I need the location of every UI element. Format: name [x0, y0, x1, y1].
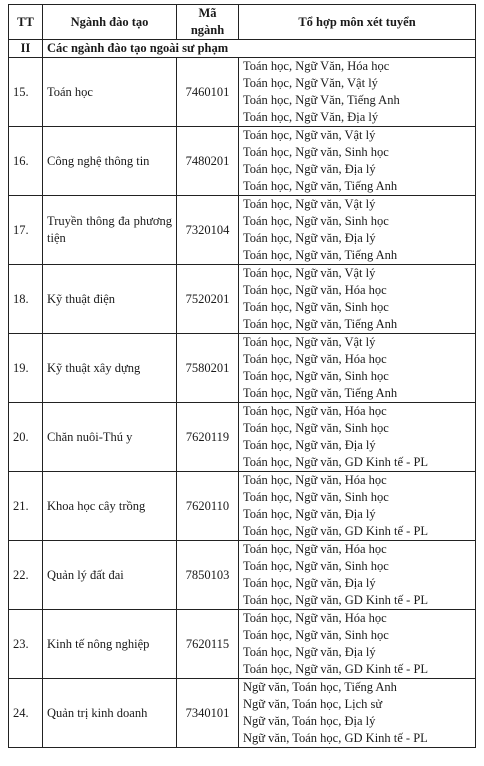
major-name: Kỹ thuật điện: [43, 265, 177, 334]
major-name: Truyền thông đa phương tiện: [43, 196, 177, 265]
subject-combination: Toán học, Ngữ văn, Tiếng Anh: [243, 248, 398, 262]
subject-combinations: [239, 196, 476, 265]
row-number: 18.: [9, 265, 43, 334]
subject-combinations: [239, 127, 476, 196]
table-row: [9, 541, 476, 610]
subject-combination: Toán học, Ngữ Văn, Địa lý: [243, 110, 379, 124]
header-code: [177, 5, 239, 40]
major-name: Kinh tế nông nghiệp: [43, 610, 177, 679]
row-number: 19.: [9, 334, 43, 403]
subject-combination: Toán học, Ngữ văn, Sinh học: [243, 490, 389, 504]
subject-combination: Toán học, Ngữ văn, Vật lý: [243, 128, 376, 142]
subject-combination: Toán học, Ngữ Văn, Vật lý: [243, 76, 378, 90]
row-number: 23.: [9, 610, 43, 679]
subject-combinations: [239, 58, 476, 127]
subject-combination: Toán học, Ngữ văn, Địa lý: [243, 162, 376, 176]
header-code-line1: Mã: [198, 6, 217, 20]
subject-combination: Toán học, Ngữ Văn, Hóa học: [243, 59, 390, 73]
subject-combinations: [239, 610, 476, 679]
table-row: [9, 127, 476, 196]
subject-combination: Toán học, Ngữ văn, GD Kinh tế - PL: [243, 593, 429, 607]
subject-combination: Toán học, Ngữ văn, Tiếng Anh: [243, 317, 398, 331]
subject-combination: Ngữ văn, Toán học, GD Kinh tế - PL: [243, 731, 428, 745]
subject-combination: Toán học, Ngữ văn, Địa lý: [243, 231, 376, 245]
subject-combination: Toán học, Ngữ văn, GD Kinh tế - PL: [243, 662, 429, 676]
subject-combination: Toán học, Ngữ văn, Hóa học: [243, 352, 387, 366]
major-code: 7460101: [177, 58, 239, 127]
subject-combination: Toán học, Ngữ văn, GD Kinh tế - PL: [243, 455, 429, 469]
header-code-line2: ngành: [190, 23, 225, 37]
major-name: Chăn nuôi-Thú y: [43, 403, 177, 472]
row-number: 17.: [9, 196, 43, 265]
subject-combination: Toán học, Ngữ văn, Sinh học: [243, 300, 389, 314]
section-row: [9, 40, 476, 58]
major-name: Quản trị kinh doanh: [43, 679, 177, 748]
subject-combination: Toán học, Ngữ văn, Hóa học: [243, 473, 387, 487]
row-number: 15.: [9, 58, 43, 127]
admission-table: [8, 4, 476, 748]
subject-combination: Toán học, Ngữ văn, Hóa học: [243, 542, 387, 556]
table-row: [9, 196, 476, 265]
table-header: [9, 5, 476, 40]
major-name: Khoa học cây trồng: [43, 472, 177, 541]
header-tt: TT: [9, 5, 43, 40]
row-number: 20.: [9, 403, 43, 472]
section-title: Các ngành đào tạo ngoài sư phạm: [43, 40, 476, 58]
major-code: 7580201: [177, 334, 239, 403]
subject-combination: Toán học, Ngữ văn, Sinh học: [243, 421, 389, 435]
table-row: [9, 679, 476, 748]
table-body: [9, 40, 476, 748]
table-row: [9, 265, 476, 334]
subject-combination: Toán học, Ngữ Văn, Tiếng Anh: [243, 93, 400, 107]
subject-combination: Toán học, Ngữ văn, Vật lý: [243, 266, 376, 280]
section-number: II: [9, 40, 43, 58]
subject-combinations: [239, 403, 476, 472]
major-code: 7850103: [177, 541, 239, 610]
major-code: 7620119: [177, 403, 239, 472]
subject-combination: Toán học, Ngữ văn, Vật lý: [243, 197, 376, 211]
major-name: Công nghệ thông tin: [43, 127, 177, 196]
subject-combination: Toán học, Ngữ văn, Địa lý: [243, 438, 376, 452]
major-name: Quản lý đất đai: [43, 541, 177, 610]
major-code: 7320104: [177, 196, 239, 265]
subject-combination: Ngữ văn, Toán học, Lịch sử: [243, 697, 383, 711]
subject-combinations: [239, 541, 476, 610]
major-name: Kỹ thuật xây dựng: [43, 334, 177, 403]
subject-combination: Toán học, Ngữ văn, GD Kinh tế - PL: [243, 524, 429, 538]
subject-combination: Toán học, Ngữ văn, Sinh học: [243, 628, 389, 642]
subject-combination: Toán học, Ngữ văn, Địa lý: [243, 507, 376, 521]
subject-combination: Toán học, Ngữ văn, Vật lý: [243, 335, 376, 349]
subject-combination: Toán học, Ngữ văn, Sinh học: [243, 559, 389, 573]
subject-combination: Toán học, Ngữ văn, Sinh học: [243, 145, 389, 159]
subject-combination: Ngữ văn, Toán học, Địa lý: [243, 714, 376, 728]
major-code: 7520201: [177, 265, 239, 334]
subject-combination: Toán học, Ngữ văn, Địa lý: [243, 645, 376, 659]
major-code: 7480201: [177, 127, 239, 196]
subject-combinations: [239, 679, 476, 748]
subject-combinations: [239, 472, 476, 541]
table-row: [9, 610, 476, 679]
major-name: Toán học: [43, 58, 177, 127]
table-row: [9, 58, 476, 127]
table-row: [9, 334, 476, 403]
subject-combination: Toán học, Ngữ văn, Hóa học: [243, 404, 387, 418]
row-number: 22.: [9, 541, 43, 610]
row-number: 16.: [9, 127, 43, 196]
table-row: [9, 472, 476, 541]
subject-combination: Ngữ văn, Toán học, Tiếng Anh: [243, 680, 397, 694]
subject-combination: Toán học, Ngữ văn, Sinh học: [243, 214, 389, 228]
subject-combination: Toán học, Ngữ văn, Hóa học: [243, 611, 387, 625]
row-number: 24.: [9, 679, 43, 748]
subject-combination: Toán học, Ngữ văn, Địa lý: [243, 576, 376, 590]
subject-combinations: [239, 334, 476, 403]
subject-combination: Toán học, Ngữ văn, Tiếng Anh: [243, 386, 398, 400]
table-row: [9, 403, 476, 472]
header-major: Ngành đào tạo: [43, 5, 177, 40]
subject-combination: Toán học, Ngữ văn, Sinh học: [243, 369, 389, 383]
major-code: 7340101: [177, 679, 239, 748]
subject-combination: Toán học, Ngữ văn, Tiếng Anh: [243, 179, 398, 193]
major-code: 7620115: [177, 610, 239, 679]
major-code: 7620110: [177, 472, 239, 541]
subject-combinations: [239, 265, 476, 334]
row-number: 21.: [9, 472, 43, 541]
subject-combination: Toán học, Ngữ văn, Hóa học: [243, 283, 387, 297]
header-combo: Tổ hợp môn xét tuyển: [239, 5, 476, 40]
